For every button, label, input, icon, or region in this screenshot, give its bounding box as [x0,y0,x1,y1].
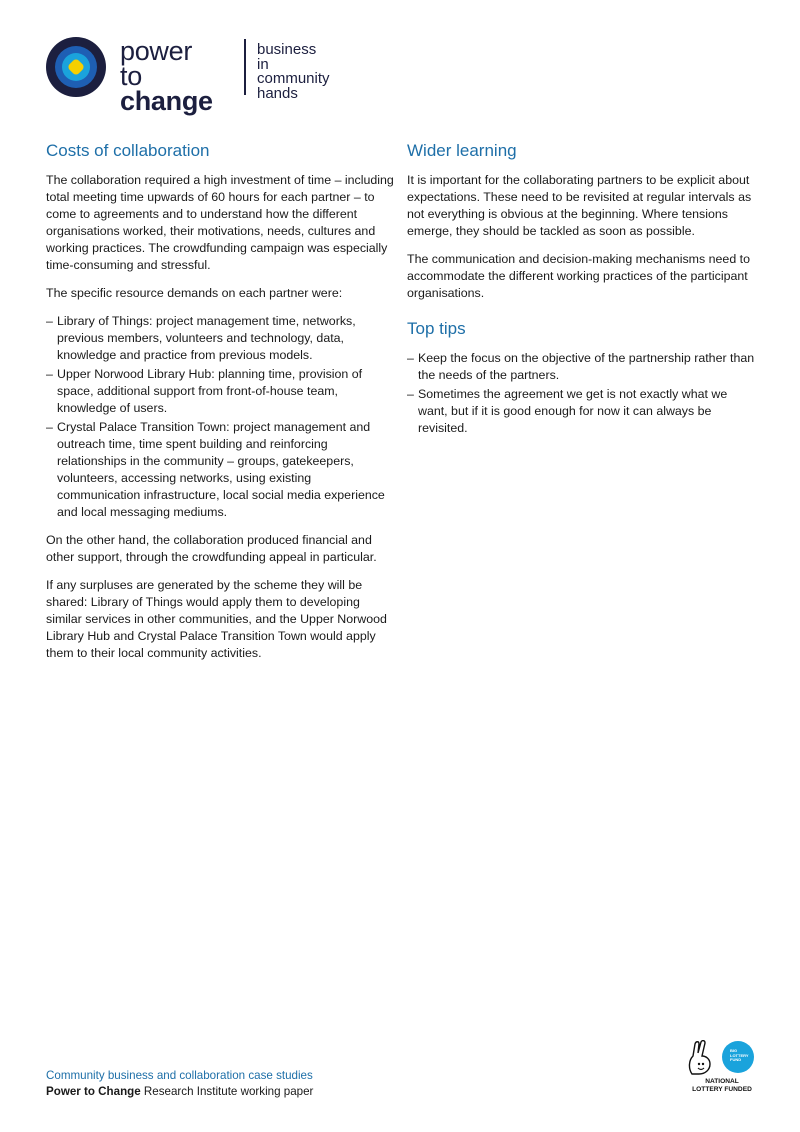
paragraph: On the other hand, the collaboration produced financial and other support, through the crowdfunding appeal in particular. [46,533,377,564]
list-item [46,419,396,521]
footer-series-title: Community business and collaboration case studies [46,1069,313,1082]
big-lottery-fund-badge [722,1041,754,1073]
tagline-line-1: business in [257,41,317,73]
brand-tagline [257,43,330,101]
left-column [46,140,396,673]
list-item [407,350,757,384]
crossed-fingers-icon [686,1040,714,1076]
list-item-text: Crystal Palace Transition Town: project management and outreach time, time spent building and reinforcing relationships in the community – groups, gatekeepers, volunteers, accessing networks, using existing communication infrastructure, local social media experience and local messaging mediums. [57,420,385,519]
wider-learning-heading: Wider learning [407,141,517,160]
footer-paper-title [46,1084,313,1100]
tagline-line-2: community [257,70,330,87]
paragraph: The specific resource demands on each partner were: [46,286,343,300]
brand-line-2: change [120,86,213,116]
national-lottery-funded-text [686,1078,758,1093]
lottery-text-line-2: LOTTERY FUNDED [692,1085,752,1093]
lottery-text-line-1: NATIONAL [705,1078,739,1085]
footer-paper-rest: Research Institute working paper [140,1085,314,1098]
list-item-text: Upper Norwood Library Hub: planning time, provision of space, additional support from front-of-house team, knowledge of users. [57,367,363,415]
paragraph: It is important for the collaborating partners to be explicit about expectations. These need to be revisited at regular intervals as not everything is obvious at the beginning. Where tensions emerge, they should be tackled as soon as possible. [407,173,752,238]
brand-divider [244,39,246,95]
logo-mark-icon [46,37,106,97]
dash-bullet: – [407,387,414,401]
resource-demands-list [46,313,396,521]
footer-org-name: Power to Change [46,1085,141,1098]
brand-line-1: power to [120,36,193,91]
list-item [46,366,396,417]
paragraph: The collaboration required a high investment of time – including total meeting time upwards of 60 hours for each partner – to come to agreements and to understand how the different organisations worked, their motivations, needs, cultures and working practices. The crowdfunding campaign was especially time-consuming and stressful. [46,173,394,272]
list-item-text: Sometimes the agreement we get is not exactly what we want, but if it is good enough for now it can always be revisited. [418,387,728,435]
right-column [407,140,757,448]
dash-bullet: – [46,420,53,434]
dash-bullet: – [46,314,53,328]
top-tips-heading: Top tips [407,319,466,338]
paragraph: The communication and decision-making mechanisms need to accommodate the different working practices of the participant organisations. [407,252,750,300]
list-item-text: Library of Things: project management time, networks, previous members, volunteers and technology, data, knowledge and practice from previous models. [57,314,356,362]
dash-bullet: – [407,351,414,365]
page-footer [46,1068,313,1100]
costs-of-collaboration-heading: Costs of collaboration [46,141,210,160]
national-lottery-logo [686,1040,758,1096]
paragraph: If any surpluses are generated by the scheme they will be shared: Library of Things would apply them to developing similar services in other communities, and the Upper Norwood Library Hub and Crystal Palace Transition Town would apply them to their local community activities. [46,578,387,660]
list-item-text: Keep the focus on the objective of the partnership rather than the needs of the partners. [418,351,755,382]
list-item [407,386,757,437]
tagline-line-3: hands [257,84,298,102]
top-tips-list [407,350,757,437]
dash-bullet: – [46,367,53,381]
list-item [46,313,396,364]
brand-name [120,36,213,116]
badge-text: BIG LOTTERY FUND [730,1048,749,1062]
